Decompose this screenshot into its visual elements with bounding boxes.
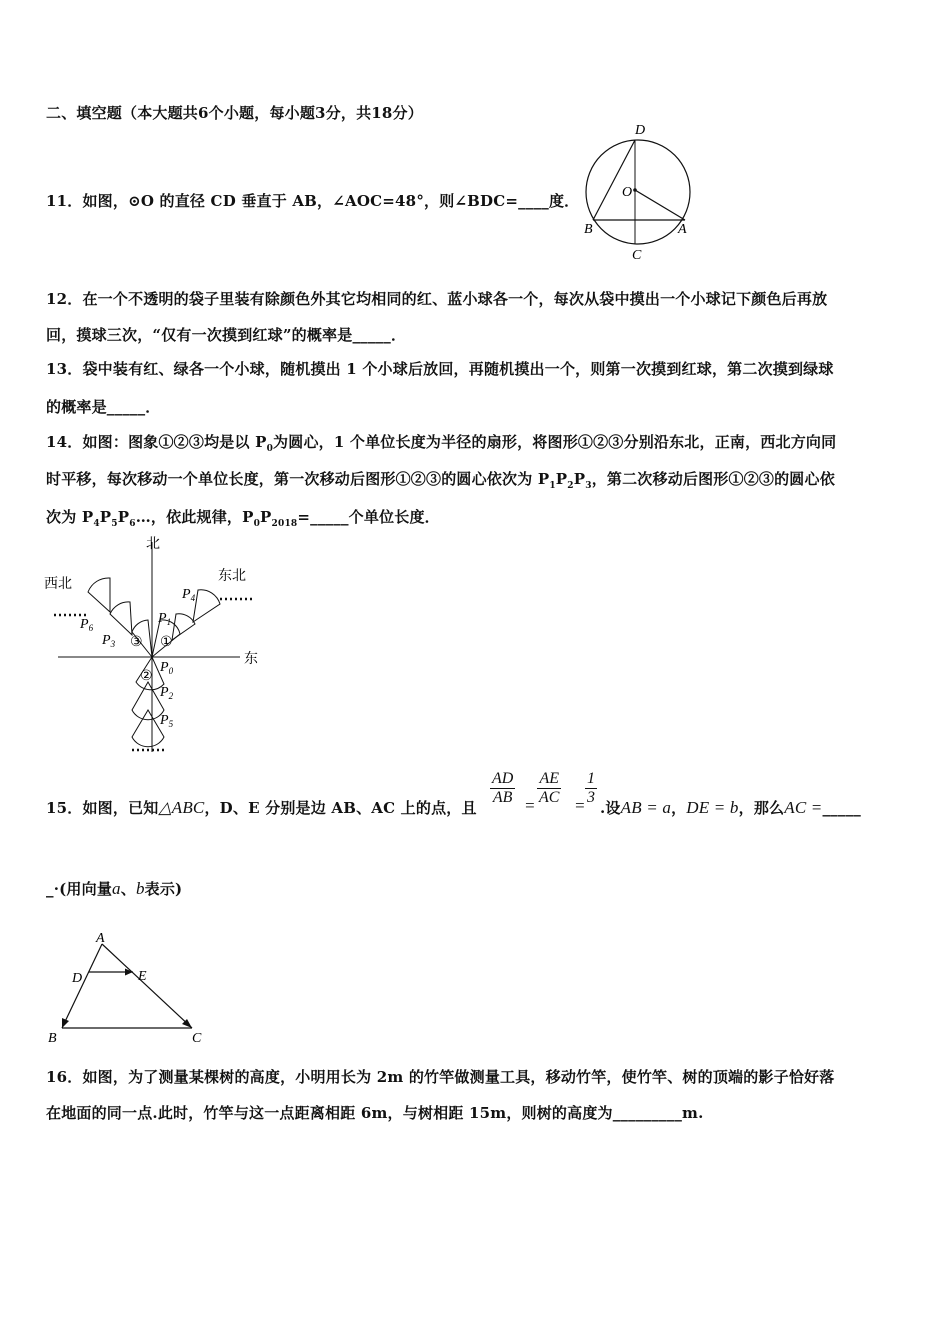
equals-2: = bbox=[574, 796, 586, 815]
question-13-line1: 13．袋中装有红、绿各一个小球，随机摸出 1 个小球后放回，再随机摸出一个，则第一次摸到红球，第二次摸到绿球 bbox=[46, 360, 834, 378]
label-b: B bbox=[584, 222, 593, 237]
side-ab bbox=[62, 944, 102, 1028]
label-a: A bbox=[678, 222, 687, 237]
fraction-ae-ac: $\frac{AE}{AC}$ bbox=[539, 770, 560, 806]
circle-figure bbox=[580, 118, 700, 268]
label-e: E bbox=[138, 969, 147, 984]
label-c: C bbox=[192, 1031, 202, 1046]
question-14-line2: 时平移，每次移动一个单位长度，第一次移动后图形①②③的圆心依次为 $P_1P_2P_3$，第二次移动后图形①②③的圆心依 bbox=[46, 470, 835, 491]
question-11: 11．如图，⊙O 的直径 CD 垂直于 AB，∠AOC=48°，则∠BDC=____度． bbox=[46, 192, 580, 210]
question-16-line2: 在地面的同一点.此时，竹竿与这一点距离相距 6m，与树相距 15m，则树的高度为_________m. bbox=[46, 1104, 704, 1122]
question-14-line3: 次为 $P_4P_5P_6\dots$，依此规律，$P_0P_{2018}=\_\_\_\_\_$个单位长度． bbox=[46, 508, 440, 529]
fraction-1-3: $\frac{1}{3}$ bbox=[587, 770, 595, 806]
question-13-line2: 的概率是_____． bbox=[46, 398, 161, 416]
triangle-figure bbox=[40, 930, 220, 1050]
shape-3-label: ③ bbox=[130, 634, 143, 650]
label-d: D bbox=[72, 971, 83, 986]
question-15-line2: _·(用向量a、b表示) bbox=[46, 879, 183, 898]
fraction-ad-ab: $\frac{AD}{AB}$ bbox=[492, 770, 514, 806]
question-12-line2: 回，摸球三次，“仅有一次摸到红球”的概率是_____． bbox=[46, 326, 407, 344]
label-p0: $P_0$ bbox=[160, 660, 174, 676]
label-east: 东 bbox=[244, 651, 258, 667]
label-north: 北 bbox=[146, 536, 160, 552]
label-northwest: 西北 bbox=[44, 576, 72, 592]
label-northeast: 东北 bbox=[218, 568, 246, 584]
arrow-ab bbox=[62, 1018, 69, 1028]
question-16-line1: 16．如图，为了测量某棵树的高度，小明用长为 2m 的竹竿做测量工具，移动竹竿，使竹竿、树的顶端的影子恰好落 bbox=[46, 1068, 835, 1086]
label-p1: $P_1$ bbox=[158, 611, 172, 627]
section-title: 二、填空题（本大题共6个小题，每小题3分，共18分） bbox=[46, 104, 423, 122]
shape-2-label: ② bbox=[140, 668, 153, 684]
question-12-line1: 12．在一个不透明的袋子里装有除颜色外其它均相同的红、蓝小球各一个，每次从袋中摸出一个小球记下颜色后再放 bbox=[46, 290, 828, 308]
question-15-line1-tail: .设AB = a，DE = b，那么AC =_____ bbox=[600, 798, 861, 817]
shape-1-label: ① bbox=[160, 634, 173, 650]
compass-sector-figure bbox=[40, 532, 280, 762]
segment-oa bbox=[635, 190, 685, 220]
label-p3: $P_3$ bbox=[102, 633, 116, 649]
label-c: C bbox=[632, 248, 642, 263]
label-p5: $P_5$ bbox=[160, 713, 174, 729]
label-o: O bbox=[622, 185, 633, 200]
label-a: A bbox=[96, 931, 105, 946]
label-b: B bbox=[48, 1031, 57, 1046]
label-p2: $P_2$ bbox=[160, 685, 174, 701]
equals-1: = bbox=[524, 796, 536, 815]
label-p4: $P_4$ bbox=[182, 587, 196, 603]
question-14-line1: 14．如图：图象①②③均是以 $P_0$为圆心，1 个单位长度为半径的扇形，将图形①②③分别沿东北，正南，西北方向同 bbox=[46, 433, 837, 454]
label-p6: $P_6$ bbox=[80, 617, 94, 633]
side-ac bbox=[102, 944, 192, 1028]
segment-db bbox=[593, 140, 635, 220]
question-15-line1: 15．如图，已知△ABC，D、E 分别是边 AB、AC 上的点，且 bbox=[46, 798, 477, 817]
label-d: D bbox=[635, 123, 646, 138]
